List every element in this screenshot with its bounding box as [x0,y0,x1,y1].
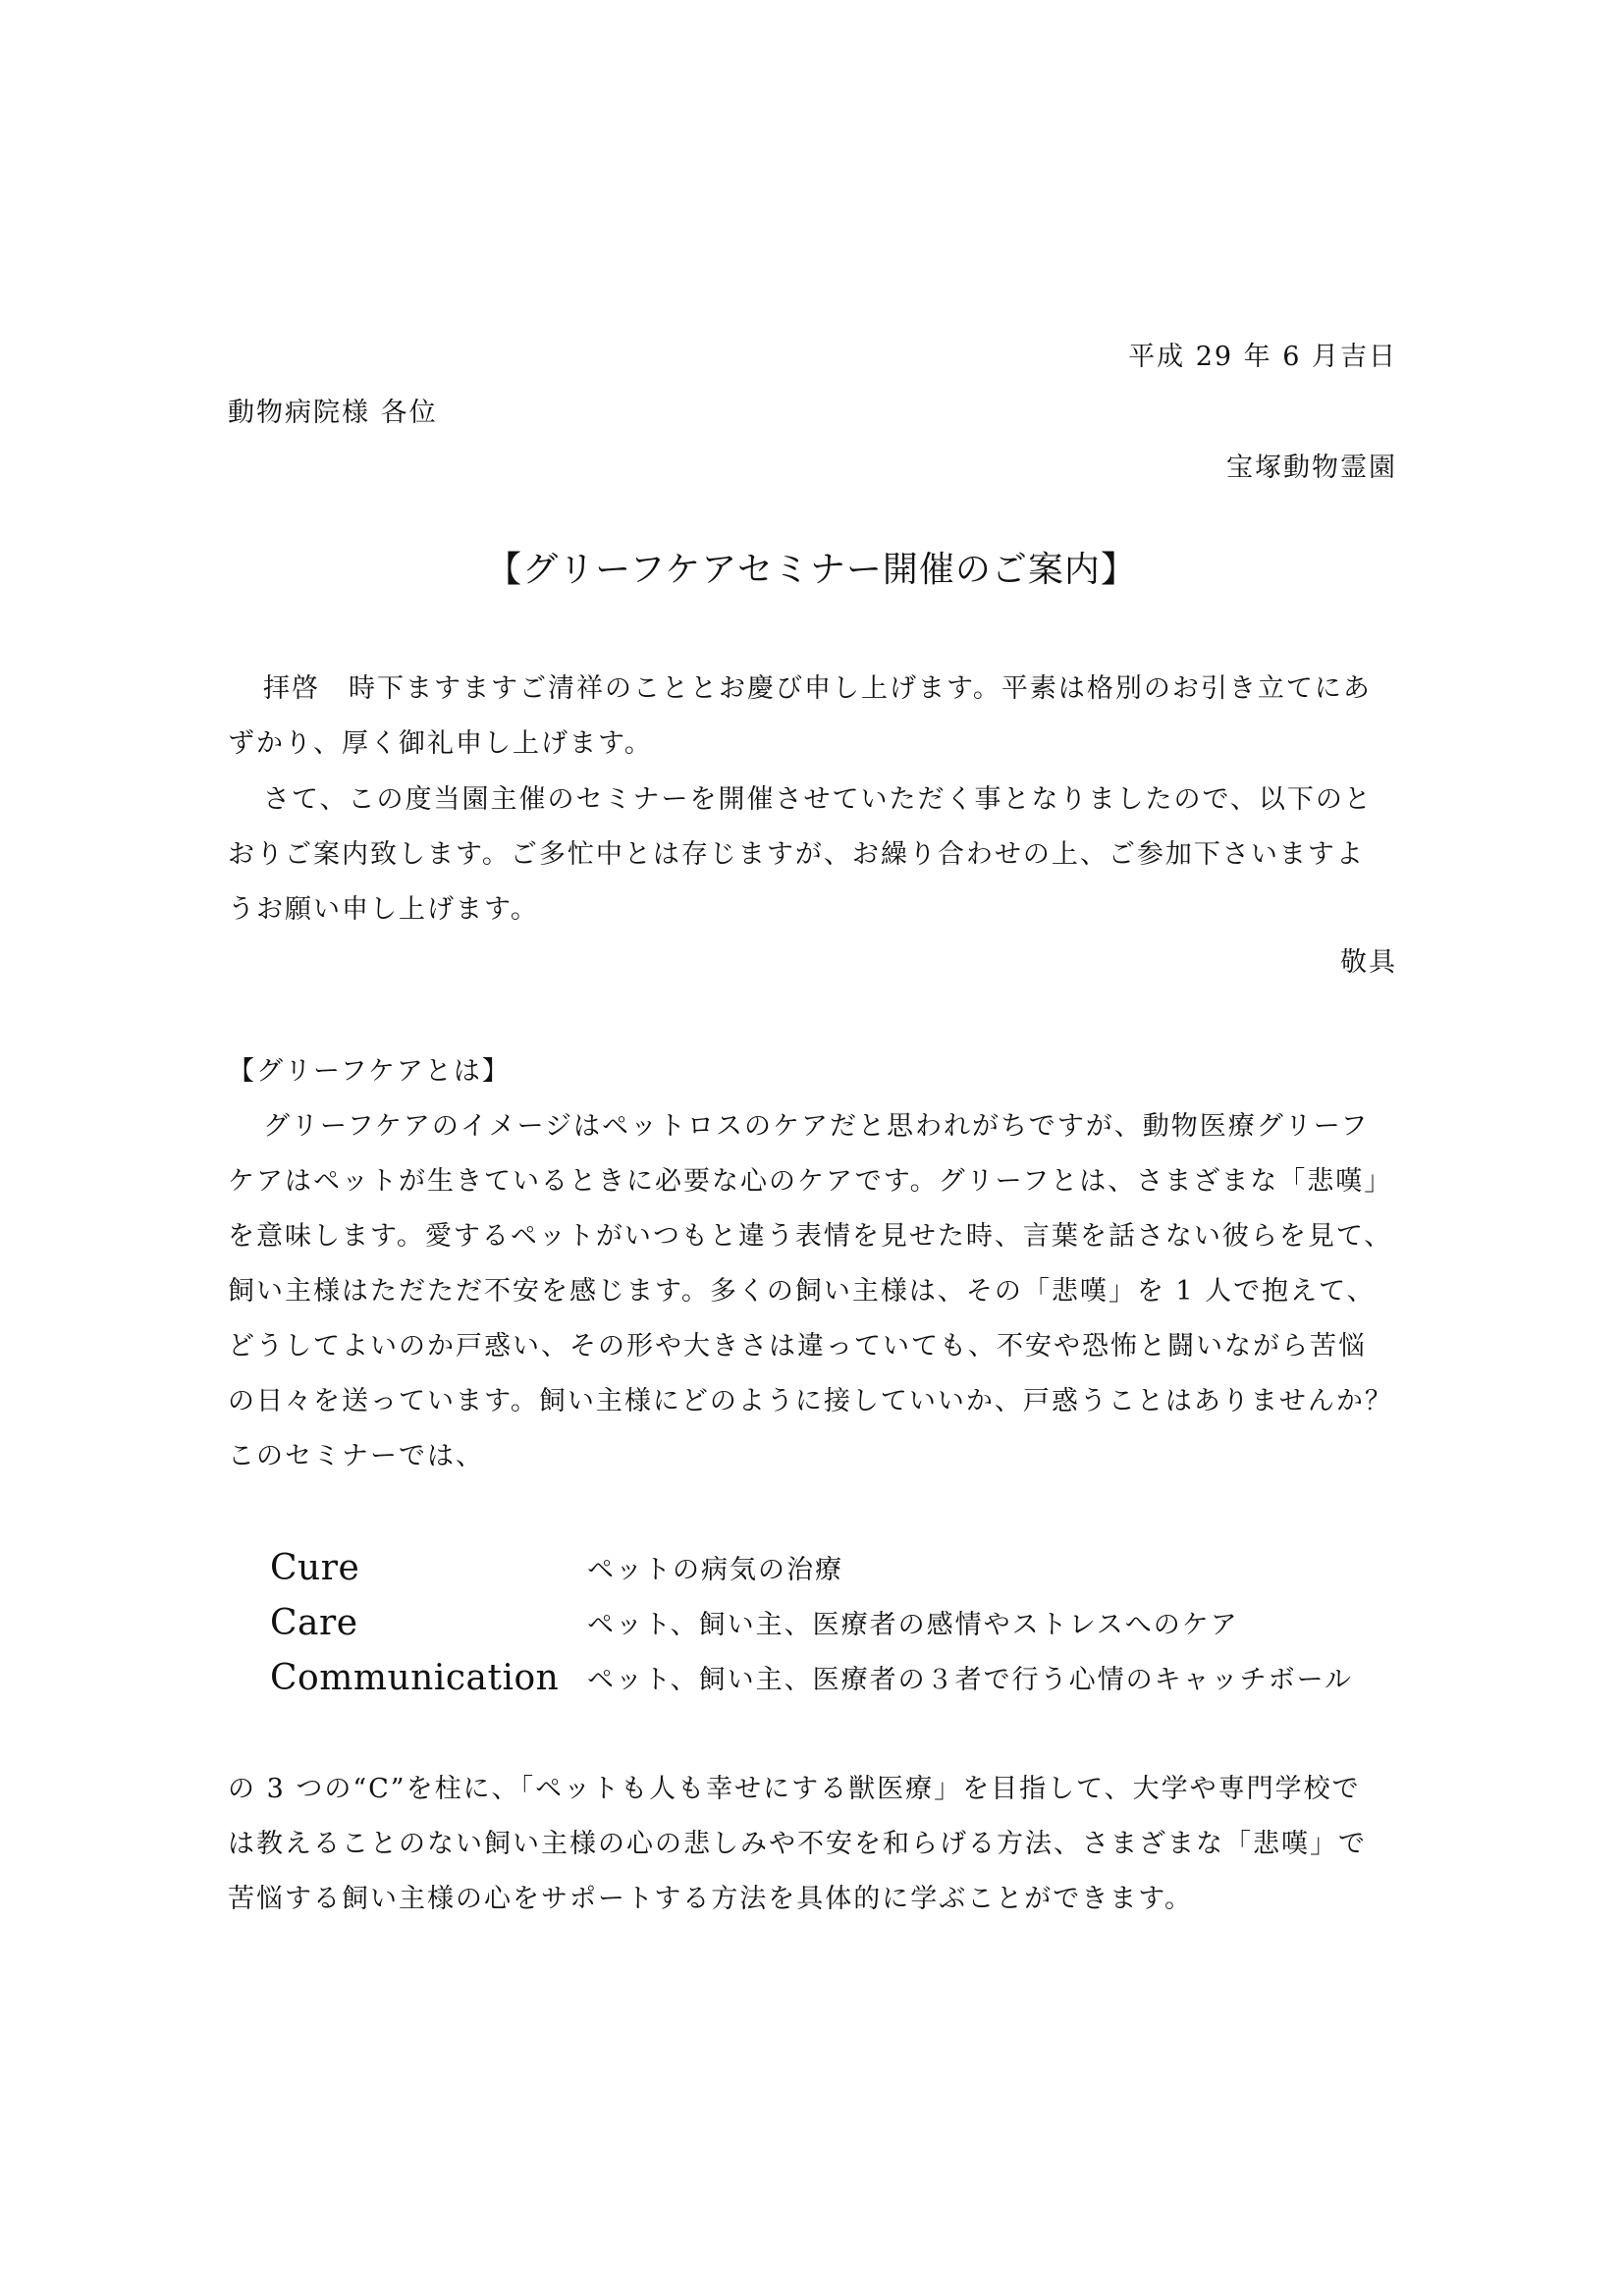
c-description-communication: ペット、飼い主、医療者の３者で行う心情のキャッチボール [587,1665,1354,1695]
greeting-line: ずかり、厚く御礼申し上げます。 [228,728,653,759]
greeting-line: うお願い申し上げます。 [228,894,539,925]
c-term-care: Care [270,1603,358,1643]
grief-care-line: 飼い主様はただただ不安を感じます。多くの飼い主様は、その「悲嘆」を 1 人で抱えて、 [228,1276,1376,1307]
grief-care-line: ケアはペットが生きているときに必要な心のケアです。グリーフとは、さまざまな「悲嘆」 [228,1166,1393,1197]
grief-care-line: グリーフケアのイメージはペットロスのケアだと思われがちですが、動物医療グリーフ [263,1111,1370,1142]
grief-care-line: どうしてよいのか戸惑い、その形や大きさは違っていても、不安や恐怖と闘いながら苦悩 [228,1331,1367,1362]
c-term-cure: Cure [270,1548,360,1588]
letter-recipient: 動物病院様 各位 [228,398,438,428]
section-heading: 【グリーフケアとは】 [228,1056,511,1087]
grief-care-line: を意味します。愛するペットがいつもと違う表情を見せた時、言葉を話さない彼らを見て、 [228,1221,1393,1252]
c-term-communication: Communication [270,1658,560,1698]
letter-title: 【グリーフケアセミナー開催のご案内】 [486,550,1137,590]
closing-phrase: 敬具 [1340,947,1397,978]
greeting-line: 拝啓 時下ますますご清祥のこととお慶び申し上げます。平素は格別のお引き立てにあ [263,673,1372,704]
letter-date: 平成 29 年 6 月吉日 [1128,342,1397,372]
grief-care-line: の日々を送っています。飼い主様にどのように接していいか、戸惑うことはありませんか？ [228,1386,1393,1416]
conclusion-line: 苦悩する飼い主様の心をサポートする方法を具体的に学ぶことができます。 [228,1884,1194,1914]
letter-sender: 宝塚動物霊園 [1226,453,1397,483]
c-description-cure: ペットの病気の治療 [587,1555,843,1585]
c-description-care: ペット、飼い主、医療者の感情やストレスへのケア [587,1610,1239,1640]
conclusion-line: は教えることのない飼い主様の心の悲しみや不安を和らげる方法、さまざまな「悲嘆」で [228,1829,1367,1859]
conclusion-line: の 3 つの“C”を柱に、「ペットも人も幸せにする獣医療」を目指して、大学や専門学校で [228,1774,1361,1804]
greeting-line: さて、この度当園主催のセミナーを開催させていただく事となりましたので、以下のと [263,784,1373,815]
grief-care-line: このセミナーでは、 [228,1441,484,1471]
greeting-line: おりご案内致します。ご多忙中とは存じますが、お繰り合わせの上、ご参加下さいますよ [228,839,1365,870]
